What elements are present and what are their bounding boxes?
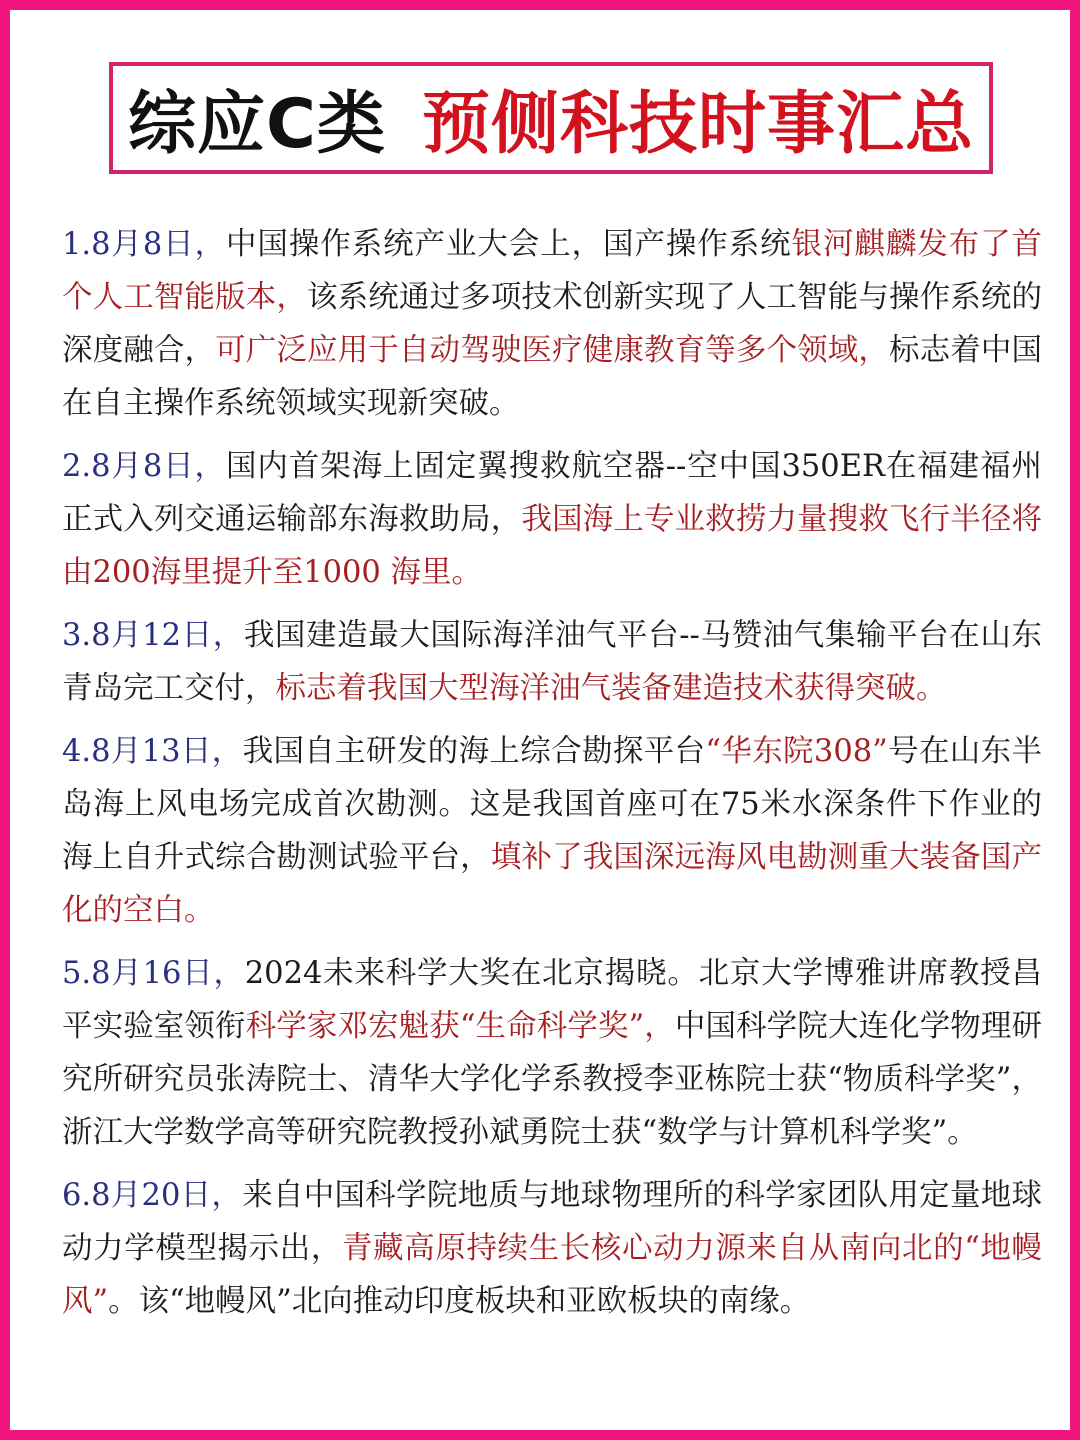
news-date: 2.8月8日， [62, 449, 226, 484]
news-date: 4.8月13日， [62, 734, 243, 769]
title-topic: 预侧科技时事汇总 [421, 84, 974, 164]
news-highlight: 可广泛应用于自动驾驶医疗健康教育等多个领域， [215, 333, 889, 368]
news-text: 国内首架海上固定翼搜救航空器--空中国350ER在福建福州正式入列交通运输部东海救助局， [62, 449, 1042, 537]
news-highlight: 科学家邓宏魁获“生命科学奖”， [245, 1009, 675, 1044]
news-text: 标志着中国在自主操作系统领域实现新突破。 [62, 333, 1043, 421]
news-text: 号在山东半岛海上风电场完成首次勘测。这是我国首座可在75米水深条件下作业的海上自升式综合勘测试验平台， [62, 734, 1043, 875]
news-date: 1.8月8日， [62, 227, 227, 262]
news-item-3 [62, 609, 1042, 715]
title-banner [109, 62, 993, 174]
news-item-2 [62, 440, 1042, 599]
news-text: 我国自主研发的海上综合勘探平台 [242, 734, 706, 769]
news-list [62, 218, 1042, 1338]
news-highlight: 标志着我国大型海洋油气装备建造技术获得突破。 [275, 671, 947, 706]
news-text: 中国科学院大连化学物理研究所研究员张涛院士、清华大学化学系教授李亚栋院士获“物质科学奖”，浙江大学数学高等研究院教授孙斌勇院士获“数学与计算机科学奖”。 [62, 1009, 1043, 1150]
news-text: 我国建造最大国际海洋油气平台--马赞油气集输平台在山东青岛完工交付， [62, 618, 1042, 706]
news-item-6 [62, 1169, 1042, 1328]
news-date: 3.8月12日， [62, 618, 244, 653]
news-text: 中国操作系统产业大会上，国产操作系统 [226, 227, 792, 262]
news-text: 该系统通过多项技术创新实现了人工智能与操作系统的深度融合， [62, 280, 1043, 368]
news-highlight: 我国海上专业救捞力量搜救飞行半径将由200海里提升至1000 海里。 [62, 502, 1043, 590]
news-highlight: 青藏高原持续生长核心动力源来自从南向北的“地幔风” [62, 1231, 1043, 1319]
news-highlight: 填补了我国深远海风电勘测重大装备国产化的空白。 [62, 840, 1043, 928]
news-date: 6.8月20日， [62, 1178, 243, 1213]
news-text: 来自中国科学院地质与地球物理所的科学家团队用定量地球动力学模型揭示出， [62, 1178, 1042, 1266]
title-category: 综应C类 [128, 84, 386, 164]
news-date: 5.8月16日， [62, 956, 245, 991]
news-item-1 [62, 218, 1042, 430]
news-text: 2024未来科学大奖在北京揭晓。北京大学博雅讲席教授昌平实验室领衔 [62, 956, 1042, 1044]
news-text: 。该“地幔风”北向推动印度板块和亚欧板块的南缘。 [108, 1284, 811, 1319]
news-highlight: 银河麒麟发布了首个人工智能版本， [62, 227, 1042, 315]
news-item-4 [62, 725, 1042, 937]
news-item-5 [62, 947, 1042, 1159]
news-highlight: “华东院308” [705, 734, 888, 769]
